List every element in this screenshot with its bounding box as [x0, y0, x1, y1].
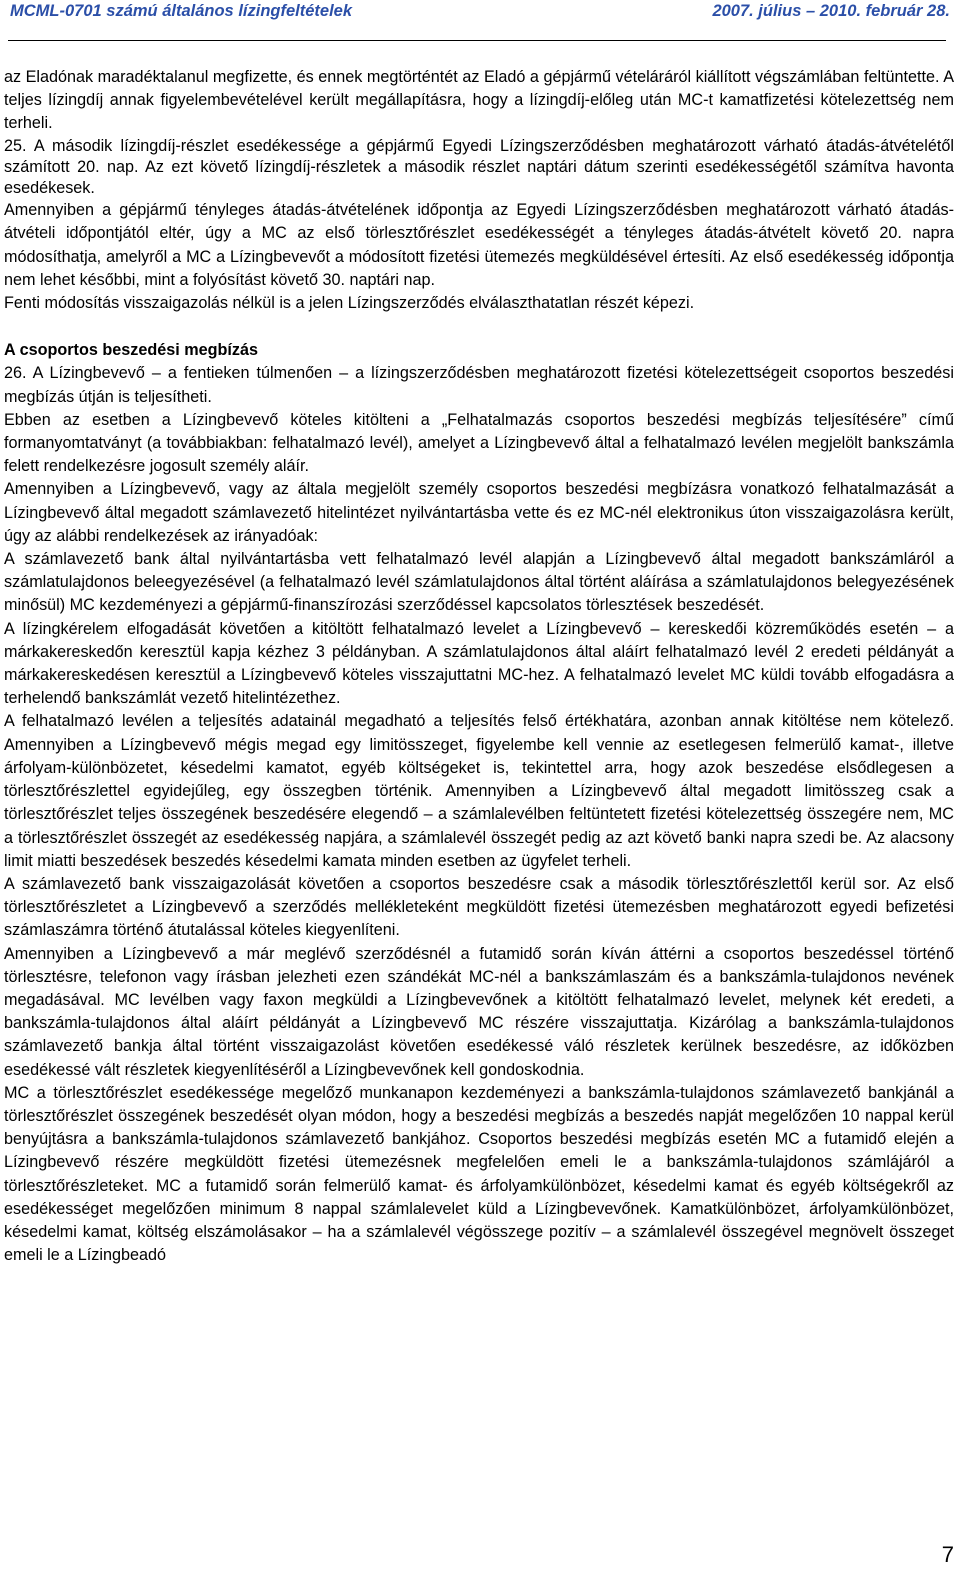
header-document-code: MCML-0701 számú általános lízingfeltételek [10, 2, 353, 20]
paragraph: Amennyiben a gépjármű tényleges átadás-átvételének időpontja az Egyedi Lízingszerződésben meghatározott várható átadás-átvételi időpontjától eltér, úgy a MC az első törlesztőrészlet esedékességét a tényleges átadás-átvételt követő 20. napra módosíthatja, amelyről a MC a Lízingbevevőt a módosított fizetési ütemezés megküldésével értesíti. Az első esedékesség időpontja nem lehet későbbi, mint a folyósítást követő 30. naptári nap. [4, 201, 954, 289]
paragraph: A lízingkérelem elfogadását követően a kitöltött felhatalmazó levelet a Lízingbevevő – kereskedői közreműködés esetén – a márkakereskedőn keresztül kapja kézhez 3 példányban. A számlatulajdonos által aláírt felhatalmazó levél 2 eredeti példányát a márkakereskedésen keresztül a Lízingbevevő köteles visszajuttatni MC-hez. A felhatalmazó levelet MC küldi tovább elfogadásra a terhelendő bankszámlát vezető hitelintézethez. [4, 619, 954, 708]
paragraph: 25. A második lízingdíj-részlet esedékessége a gépjármű Egyedi Lízingszerződésben meghatározott várható átadás-átvételétől számított 20. nap. Az ezt követő lízingdíj-részletek a második részlet naptári dátum szerinti esedékességétől számítva havonta esedékesek. [4, 136, 954, 198]
paragraph: Amennyiben a Lízingbevevő a már meglévő szerződésnél a futamidő során kíván áttérni a csoportos beszedéssel történő törlesztésre, telefonon vagy írásban jelezheti ezen szándékát MC-nél a bankszámlaszám és a bankszámla-tulajdonos nevének megadásával. MC levélben vagy faxon megküldi a Lízingbevevőnek a kitöltött felhatalmazó levelet, melynek két eredeti, a bankszámla-tulajdonos által aláírt példányát a Lízingbevevő MC részére visszajuttatja. Kizárólag a bankszámla-tulajdonos számlavezető bankja által történt visszaigazolást követően esedékessé váló részletek kerülnek beszedésre, az időközben esedékessé vált részletek kiegyenlítéséről a Lízingbevevőnek kell gondoskodnia. [4, 944, 954, 1079]
header-date-range: 2007. július – 2010. február 28. [712, 2, 950, 20]
paragraph: A számlavezető bank visszaigazolását követően a csoportos beszedésre csak a második törlesztőrészlettől kerül sor. Az első törlesztőrészletet a Lízingbevevő a szerződés mellékleteként megküldött fizetési ütemezésben meghatározott egyedi befizetési számlaszámra történő átutalással köteles kiegyenlíteni. [4, 874, 954, 940]
paragraph: Amennyiben a Lízingbevevő, vagy az általa megjelölt személy csoportos beszedési megbízásra vonatkozó felhatalmazását a Lízingbevevő által megadott számlavezető hitelintézet nyilvántartásba vette és ez MC-nél elektronikus úton visszaigazolásra került, úgy az alábbi rendelkezések az irányadóak: [4, 480, 954, 545]
paragraph: MC a törlesztőrészlet esedékessége megelőző munkanapon kezdeményezi a bankszámla-tulajdonos számlavezető bankjánál a törlesztőrészlet összegének beszedését olyan módon, hogy a beszedési megbízás a beszedés napját megelőzően 10 nappal kerül benyújtásra a bankszámla-tulajdonos számlavezető bankjához. Csoportos beszedési megbízás esetén MC a futamidő elején a Lízingbevevő részére megküldött fizetési ütemezésnek megfelelően emeli le a bankszámla-tulajdonos számlájáról a törlesztőrészleteket. MC a futamidő során felmerülő kamat- és árfolyamkülönbözet, késedelmi kamat és egyéb költségekről az esedékességet megelőzően minimum 8 nappal számlalevelet küld a Lízingbevevőnek. Kamatkülönbözet, árfolyamkülönbözet, késedelmi kamat, költség elszámolásakor – ha a számlalevél végösszege pozitív – a számlalevél összegével megnövelt összeget emeli le a Lízingbeadó [4, 1083, 954, 1265]
paragraph: 26. A Lízingbevevő – a fentieken túlmenően – a lízingszerződésben meghatározott fizetési kötelezettségeit csoportos beszedési megbízás útján is teljesítheti. [4, 364, 954, 406]
document-body [4, 66, 954, 1267]
paragraph: az Eladónak maradéktalanul megfizette, és ennek megtörténtét az Eladó a gépjármű vételáráról kiállított végszámlában feltüntette. A teljes lízingdíj annak figyelembevételével került megállapításra, hogy a lízingdíj-előleg után MC-t kamatfizetési kötelezettség nem terheli. [4, 68, 954, 133]
header-divider [8, 40, 946, 41]
paragraph: Ebben az esetben a Lízingbevevő köteles kitölteni a „Felhatalmazás csoportos beszedési megbízás teljesítésére” című formanyomtatványt (a továbbiakban: felhatalmazó levél), amelyet a Lízingbevevő által a felhatalmazó levélen megjelölt bankszámla felett rendelkezésre jogosult személy aláír. [4, 410, 954, 476]
page-number: 7 [941, 1542, 954, 1567]
paragraph: A felhatalmazó levélen a teljesítés adatainál megadható a teljesítés felső értékhatára, azonban annak kitöltése nem kötelező. Amennyiben a Lízingbevevő mégis megad egy limitösszeget, figyelembe kell vennie az esetlegesen felmerülő kamat-, illetve árfolyam-különbözetet, késedelmi kamatot, egyéb költségeket is, tekintettel arra, hogy azok beszedése elsődlegesen a törlesztőrészlettel egyidejűleg, egy összegben történik. Amennyiben a Lízingbevevő által megadott limitösszeg csak a törlesztőrészlet teljes összegének beszedésére elegendő – a számlalevélben feltüntetett fizetési kötelezettség összegére nem, MC a törlesztőrészlet összegét az esedékesség napjára, a számlalevél összegét pedig az azt követő banki napra szedi be. Az alacsony limit miatti beszedések beszedés késedelmi kamata minden esetben az ügyfelet terheli. [4, 712, 954, 870]
section-heading: A csoportos beszedési megbízás [4, 341, 258, 360]
running-header [10, 0, 950, 30]
paragraph: A számlavezető bank által nyilvántartásba vett felhatalmazó levél alapján a Lízingbevevő által megadott bankszámláról a számlatulajdonos beleegyezésével (a felhatalmazó levél számlatulajdonos által történt aláírása a számlatulajdonos belegyezésének minősül) MC kezdeményezi a gépjármű-finanszírozási szerződéssel kapcsolatos törlesztések beszedését. [4, 550, 954, 615]
paragraph: Fenti módosítás visszaigazolás nélkül is a jelen Lízingszerződés elválaszthatatlan részét képezi. [4, 294, 695, 313]
